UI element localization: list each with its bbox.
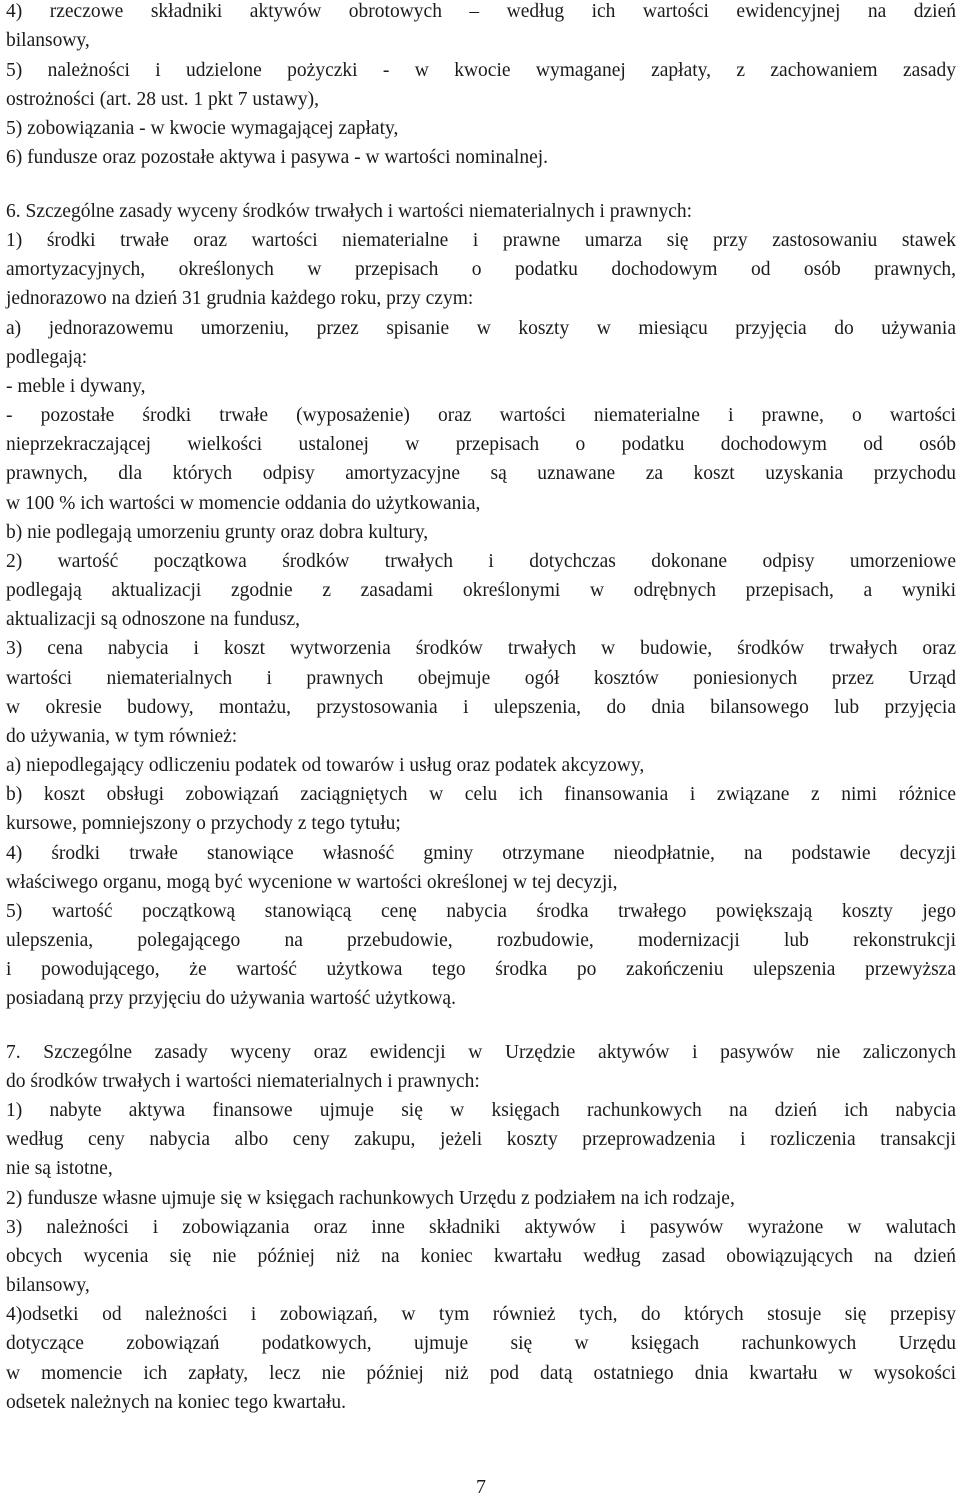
text-line: 6) fundusze oraz pozostałe aktywa i pasywa - w wartości nominalnej.: [6, 147, 549, 168]
text-line: 4) rzeczowe składniki aktywów obrotowych – według ich wartości ewidencyjnej na dzień: [6, 1, 956, 22]
text-line: a) jednorazowemu umorzeniu, przez spisanie w koszty w miesiącu przyjęcia do używania: [6, 318, 956, 339]
section-heading: 7. Szczególne zasady wyceny oraz ewidencji w Urzędzie aktywów i pasywów nie zaliczonych: [6, 1042, 956, 1063]
text-line: - pozostałe środki trwałe (wyposażenie) oraz wartości niematerialne i prawne, o wartości: [6, 405, 956, 426]
text-line: w momencie ich zapłaty, lecz nie później niż pod datą ostatniego dnia kwartału w wysokości: [6, 1363, 956, 1384]
document-page: [6, 0, 956, 1502]
text-line: nie są istotne,: [6, 1158, 113, 1179]
page-number: 7: [476, 1476, 486, 1498]
text-line: 1) środki trwałe oraz wartości niematerialne i prawne umarza się przy zastosowaniu stawek: [6, 230, 956, 251]
text-line: bilansowy,: [6, 30, 90, 51]
text-line: 1) nabyte aktywa finansowe ujmuje się w księgach rachunkowych na dzień ich nabycia: [6, 1100, 956, 1121]
text-line: jednorazowo na dzień 31 grudnia każdego roku, przy czym:: [6, 288, 474, 309]
text-line: wartości niematerialnych i prawnych obejmuje ogół kosztów poniesionych przez Urząd: [6, 668, 956, 689]
text-line: nieprzekraczającej wielkości ustalonej w przepisach o podatku dochodowym od osób: [6, 434, 956, 455]
text-line: do środków trwałych i wartości niematerialnych i prawnych:: [6, 1071, 480, 1092]
text-line: 5) wartość początkową stanowiącą cenę nabycia środka trwałego powiększają koszty jego: [6, 901, 956, 922]
text-line: do używania, w tym również:: [6, 726, 238, 747]
text-line: 3) należności i zobowiązania oraz inne składniki aktywów i pasywów wyrażone w walutach: [6, 1217, 956, 1238]
text-line: a) niepodlegający odliczeniu podatek od towarów i usług oraz podatek akcyzowy,: [6, 755, 645, 776]
text-line: 3) cena nabycia i koszt wytworzenia środków trwałych w budowie, środków trwałych oraz: [6, 638, 956, 659]
text-line: 5) zobowiązania - w kwocie wymagającej zapłaty,: [6, 118, 399, 139]
text-line: posiadaną przy przyjęciu do używania wartość użytkową.: [6, 988, 456, 1009]
text-line: 5) należności i udzielone pożyczki - w kwocie wymaganej zapłaty, z zachowaniem zasady: [6, 60, 956, 81]
text-line: w okresie budowy, montażu, przystosowania i ulepszenia, do dnia bilansowego lub przyjęcia: [6, 697, 956, 718]
text-line: b) nie podlegają umorzeniu grunty oraz dobra kultury,: [6, 522, 429, 543]
text-line: według ceny nabycia albo ceny zakupu, jeżeli koszty przeprowadzenia i rozliczenia transakcji: [6, 1129, 956, 1150]
text-line: dotyczące zobowiązań podatkowych, ujmuje się w księgach rachunkowych Urzędu: [6, 1333, 956, 1354]
section-heading: 6. Szczególne zasady wyceny środków trwałych i wartości niematerialnych i prawnych:: [6, 201, 693, 222]
text-line: b) koszt obsługi zobowiązań zaciągniętych w celu ich finansowania i związane z nimi różnice: [6, 784, 956, 805]
text-line: kursowe, pomniejszony o przychody z tego tytułu;: [6, 813, 401, 834]
text-line: bilansowy,: [6, 1275, 90, 1296]
text-line: aktualizacji są odnoszone na fundusz,: [6, 609, 301, 630]
text-line: ulepszenia, polegającego na przebudowie, rozbudowie, modernizacji lub rekonstrukcji: [6, 930, 956, 951]
text-line: i powodującego, że wartość użytkowa tego środka po zakończeniu ulepszenia przewyższa: [6, 959, 956, 980]
text-line: podlegają aktualizacji zgodnie z zasadami określonymi w odrębnych przepisach, a wyniki: [6, 580, 956, 601]
text-line: 2) wartość początkowa środków trwałych i dotychczas dokonane odpisy umorzeniowe: [6, 551, 956, 572]
text-line: obcych wycenia się nie później niż na koniec kwartału według zasad obowiązujących na dzień: [6, 1246, 956, 1267]
text-line: - meble i dywany,: [6, 376, 146, 397]
text-line: 4)odsetki od należności i zobowiązań, w tym również tych, do których stosuje się przepisy: [6, 1304, 956, 1325]
text-line: ostrożności (art. 28 ust. 1 pkt 7 ustawy),: [6, 89, 320, 110]
text-line: 2) fundusze własne ujmuje się w księgach rachunkowych Urzędu z podziałem na ich rodzaje,: [6, 1188, 735, 1209]
text-line: prawnych, dla których odpisy amortyzacyjne są uznawane za koszt uzyskania przychodu: [6, 463, 956, 484]
text-line: podlegają:: [6, 347, 88, 368]
text-line: 4) środki trwałe stanowiące własność gminy otrzymane nieodpłatnie, na podstawie decyzji: [6, 843, 956, 864]
text-line: w 100 % ich wartości w momencie oddania do użytkowania,: [6, 493, 481, 514]
text-line: odsetek należnych na koniec tego kwartału.: [6, 1392, 347, 1413]
text-line: właściwego organu, mogą być wycenione w wartości określonej w tej decyzji,: [6, 872, 618, 893]
text-line: amortyzacyjnych, określonych w przepisach o podatku dochodowym od osób prawnych,: [6, 259, 956, 280]
